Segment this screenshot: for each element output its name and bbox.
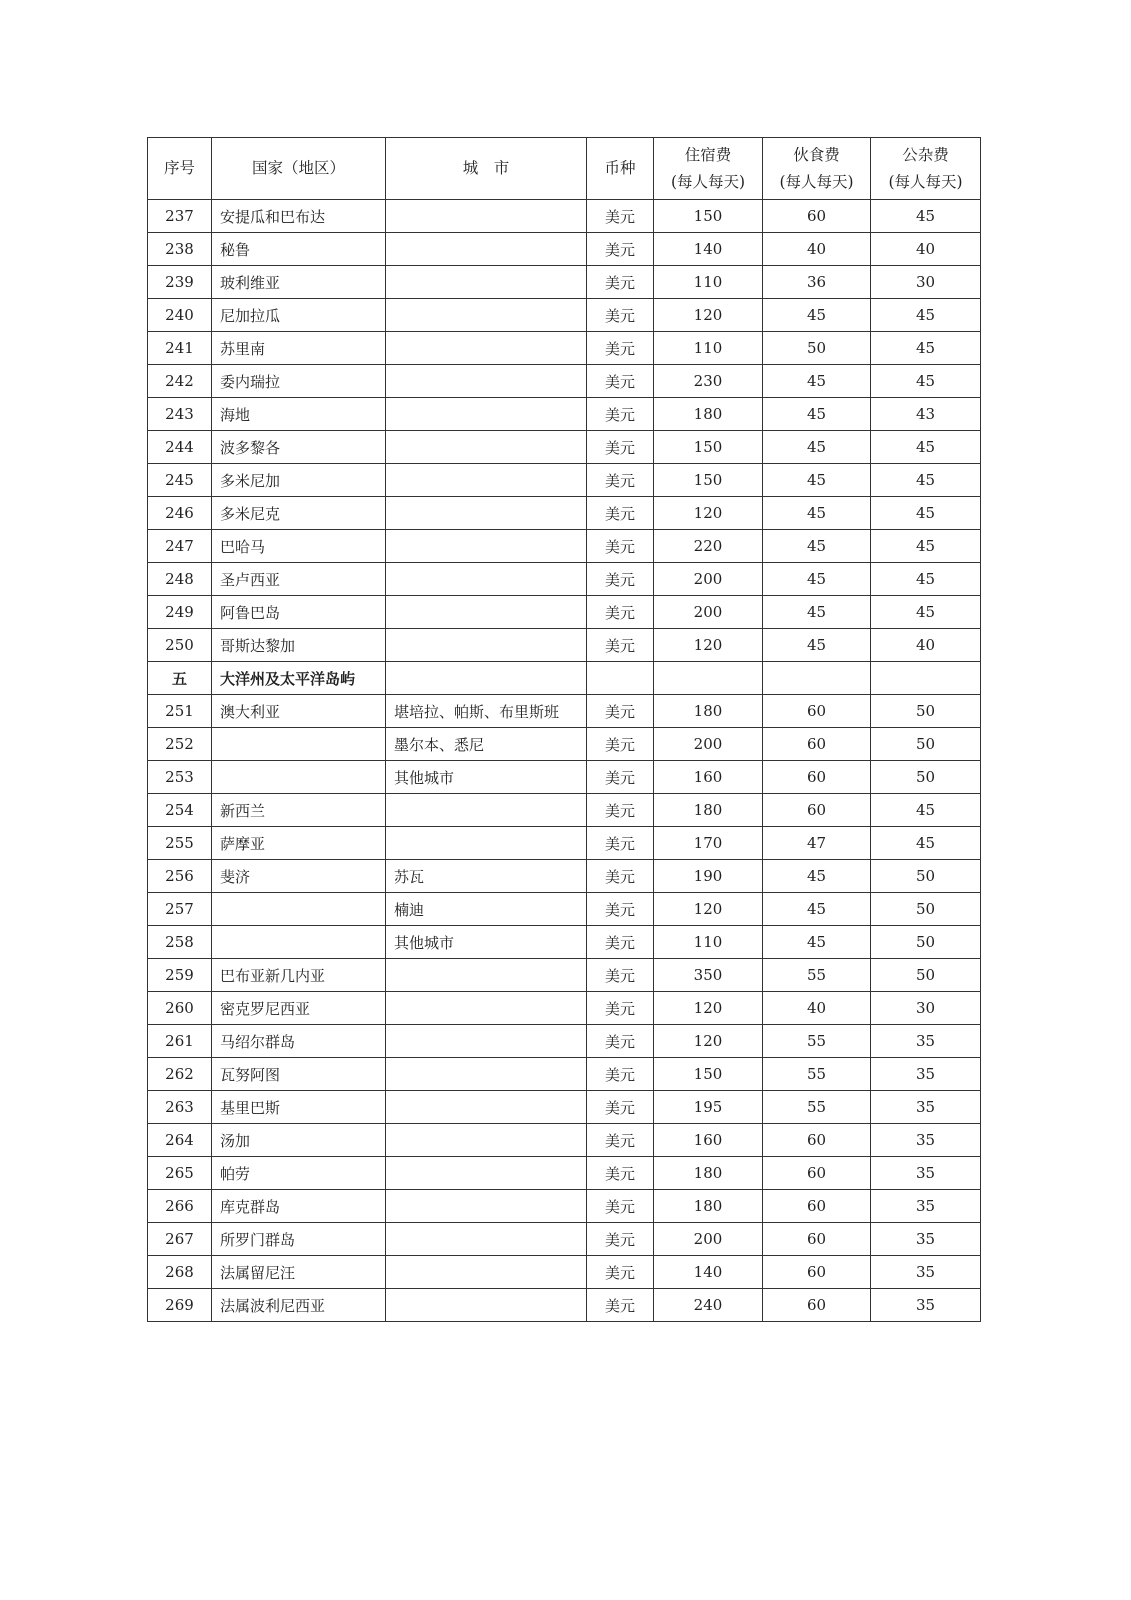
cell-no: 238 xyxy=(148,233,212,266)
cell-hotel: 140 xyxy=(654,233,763,266)
cell-no: 247 xyxy=(148,530,212,563)
cell-hotel: 150 xyxy=(654,1058,763,1091)
cell-country: 阿鲁巴岛 xyxy=(212,596,386,629)
cell-hotel: 120 xyxy=(654,893,763,926)
cell-country xyxy=(212,728,386,761)
cell-food: 45 xyxy=(763,596,871,629)
cell-hotel: 350 xyxy=(654,959,763,992)
cell-misc: 30 xyxy=(871,992,981,1025)
table-row xyxy=(148,1124,981,1157)
cell-country: 法属留尼汪 xyxy=(212,1256,386,1289)
cell-hotel: 180 xyxy=(654,1157,763,1190)
table-row xyxy=(148,563,981,596)
cell-country: 巴布亚新几内亚 xyxy=(212,959,386,992)
cell-currency: 美元 xyxy=(587,959,654,992)
table-row xyxy=(148,761,981,794)
cell-city xyxy=(386,431,587,464)
cell-country: 海地 xyxy=(212,398,386,431)
cell-no: 241 xyxy=(148,332,212,365)
cell-country: 尼加拉瓜 xyxy=(212,299,386,332)
cell-misc: 35 xyxy=(871,1157,981,1190)
table-row xyxy=(148,1223,981,1256)
table-header-row xyxy=(148,138,981,200)
cell-misc: 50 xyxy=(871,728,981,761)
cell-country: 法属波利尼西亚 xyxy=(212,1289,386,1322)
cell-currency: 美元 xyxy=(587,761,654,794)
cell-hotel: 120 xyxy=(654,299,763,332)
table-row xyxy=(148,200,981,233)
cell-currency: 美元 xyxy=(587,794,654,827)
cell-country: 秘鲁 xyxy=(212,233,386,266)
table-row xyxy=(148,398,981,431)
cell-country: 瓦努阿图 xyxy=(212,1058,386,1091)
cell-hotel: 180 xyxy=(654,794,763,827)
cell-food: 60 xyxy=(763,695,871,728)
cell-food: 47 xyxy=(763,827,871,860)
cell-currency: 美元 xyxy=(587,992,654,1025)
cell-hotel: 110 xyxy=(654,266,763,299)
cell-misc: 35 xyxy=(871,1058,981,1091)
cell-hotel: 170 xyxy=(654,827,763,860)
cell-no: 239 xyxy=(148,266,212,299)
table-row xyxy=(148,365,981,398)
cell-country: 帕劳 xyxy=(212,1157,386,1190)
cell-no: 266 xyxy=(148,1190,212,1223)
cell-hotel xyxy=(654,662,763,695)
cell-food xyxy=(763,662,871,695)
section-row xyxy=(148,662,981,695)
cell-misc: 43 xyxy=(871,398,981,431)
cell-food: 55 xyxy=(763,1091,871,1124)
cell-city: 其他城市 xyxy=(386,761,587,794)
cell-country: 汤加 xyxy=(212,1124,386,1157)
cell-city xyxy=(386,1124,587,1157)
cell-hotel: 150 xyxy=(654,464,763,497)
cell-currency: 美元 xyxy=(587,1124,654,1157)
cell-hotel: 180 xyxy=(654,1190,763,1223)
cell-country: 波多黎各 xyxy=(212,431,386,464)
table-row xyxy=(148,431,981,464)
cell-no: 246 xyxy=(148,497,212,530)
cell-city xyxy=(386,563,587,596)
cell-country: 哥斯达黎加 xyxy=(212,629,386,662)
cell-currency: 美元 xyxy=(587,1223,654,1256)
header-misc-label: 公杂费 xyxy=(902,145,949,164)
cell-city xyxy=(386,299,587,332)
cell-country xyxy=(212,761,386,794)
cell-no: 263 xyxy=(148,1091,212,1124)
cell-city xyxy=(386,992,587,1025)
cell-food: 60 xyxy=(763,1190,871,1223)
cell-currency: 美元 xyxy=(587,1058,654,1091)
cell-misc: 50 xyxy=(871,860,981,893)
cell-city: 堪培拉、帕斯、布里斯班 xyxy=(386,695,587,728)
cell-no: 262 xyxy=(148,1058,212,1091)
cell-misc: 50 xyxy=(871,761,981,794)
cell-food: 55 xyxy=(763,1025,871,1058)
table-row xyxy=(148,1190,981,1223)
cell-hotel: 120 xyxy=(654,629,763,662)
cell-food: 45 xyxy=(763,530,871,563)
cell-hotel: 180 xyxy=(654,398,763,431)
cell-misc: 35 xyxy=(871,1256,981,1289)
cell-hotel: 160 xyxy=(654,1124,763,1157)
cell-hotel: 200 xyxy=(654,728,763,761)
cell-country: 多米尼加 xyxy=(212,464,386,497)
cell-currency: 美元 xyxy=(587,398,654,431)
table-row xyxy=(148,728,981,761)
cell-food: 60 xyxy=(763,1223,871,1256)
cell-currency: 美元 xyxy=(587,827,654,860)
cell-food: 50 xyxy=(763,332,871,365)
cell-country: 新西兰 xyxy=(212,794,386,827)
cell-misc: 45 xyxy=(871,200,981,233)
table-row xyxy=(148,695,981,728)
cell-hotel: 180 xyxy=(654,695,763,728)
table-row xyxy=(148,893,981,926)
cell-city xyxy=(386,794,587,827)
cell-currency: 美元 xyxy=(587,266,654,299)
cell-hotel: 200 xyxy=(654,563,763,596)
cell-currency: 美元 xyxy=(587,860,654,893)
cell-food: 45 xyxy=(763,860,871,893)
table-row xyxy=(148,794,981,827)
cell-no: 243 xyxy=(148,398,212,431)
cell-country: 澳大利亚 xyxy=(212,695,386,728)
cell-currency xyxy=(587,662,654,695)
cell-country: 苏里南 xyxy=(212,332,386,365)
table-row xyxy=(148,1025,981,1058)
cell-misc: 50 xyxy=(871,959,981,992)
table-row xyxy=(148,1256,981,1289)
cell-food: 45 xyxy=(763,464,871,497)
cell-no: 245 xyxy=(148,464,212,497)
cell-no: 265 xyxy=(148,1157,212,1190)
cell-currency: 美元 xyxy=(587,1190,654,1223)
cell-hotel: 120 xyxy=(654,497,763,530)
cell-no: 259 xyxy=(148,959,212,992)
cell-no: 248 xyxy=(148,563,212,596)
header-food-label: 伙食费 xyxy=(793,145,840,164)
cell-misc: 45 xyxy=(871,794,981,827)
cell-food: 60 xyxy=(763,1124,871,1157)
cell-food: 45 xyxy=(763,563,871,596)
cell-currency: 美元 xyxy=(587,1091,654,1124)
cell-currency: 美元 xyxy=(587,464,654,497)
cell-misc: 35 xyxy=(871,1091,981,1124)
cell-food: 45 xyxy=(763,926,871,959)
cell-city xyxy=(386,629,587,662)
cell-no: 252 xyxy=(148,728,212,761)
cell-food: 60 xyxy=(763,1157,871,1190)
cell-currency: 美元 xyxy=(587,497,654,530)
cell-city xyxy=(386,464,587,497)
cell-city xyxy=(386,596,587,629)
table-row xyxy=(148,332,981,365)
cell-currency: 美元 xyxy=(587,1025,654,1058)
cell-misc: 45 xyxy=(871,596,981,629)
table-row xyxy=(148,464,981,497)
cell-city xyxy=(386,1058,587,1091)
cell-currency: 美元 xyxy=(587,1157,654,1190)
cell-misc: 40 xyxy=(871,233,981,266)
header-country: 国家（地区） xyxy=(212,138,386,200)
header-hotel-label: 住宿费 xyxy=(684,145,732,164)
cell-city: 楠迪 xyxy=(386,893,587,926)
table-row xyxy=(148,1091,981,1124)
cell-city xyxy=(386,365,587,398)
cell-city xyxy=(386,827,587,860)
cell-currency: 美元 xyxy=(587,365,654,398)
header-currency: 币种 xyxy=(587,138,654,200)
table-row xyxy=(148,1289,981,1322)
table-row xyxy=(148,596,981,629)
cell-food: 60 xyxy=(763,1256,871,1289)
table-row xyxy=(148,233,981,266)
cell-food: 60 xyxy=(763,761,871,794)
cell-misc: 45 xyxy=(871,530,981,563)
cell-country: 马绍尔群岛 xyxy=(212,1025,386,1058)
cell-currency: 美元 xyxy=(587,332,654,365)
expense-standard-table xyxy=(147,137,981,1322)
cell-country: 斐济 xyxy=(212,860,386,893)
cell-city xyxy=(386,1190,587,1223)
cell-hotel: 150 xyxy=(654,431,763,464)
cell-country: 所罗门群岛 xyxy=(212,1223,386,1256)
cell-city xyxy=(386,1289,587,1322)
cell-misc: 45 xyxy=(871,827,981,860)
cell-misc: 45 xyxy=(871,365,981,398)
table-row xyxy=(148,266,981,299)
cell-currency: 美元 xyxy=(587,728,654,761)
cell-country: 萨摩亚 xyxy=(212,827,386,860)
cell-no: 260 xyxy=(148,992,212,1025)
cell-no: 240 xyxy=(148,299,212,332)
cell-food: 45 xyxy=(763,629,871,662)
cell-misc: 35 xyxy=(871,1289,981,1322)
cell-hotel: 230 xyxy=(654,365,763,398)
cell-food: 45 xyxy=(763,431,871,464)
table-row xyxy=(148,860,981,893)
cell-no: 253 xyxy=(148,761,212,794)
cell-no: 267 xyxy=(148,1223,212,1256)
cell-city: 苏瓦 xyxy=(386,860,587,893)
cell-misc: 35 xyxy=(871,1025,981,1058)
cell-misc: 45 xyxy=(871,299,981,332)
cell-no: 237 xyxy=(148,200,212,233)
cell-city xyxy=(386,233,587,266)
cell-currency: 美元 xyxy=(587,200,654,233)
cell-no: 257 xyxy=(148,893,212,926)
cell-misc: 35 xyxy=(871,1124,981,1157)
cell-food: 45 xyxy=(763,497,871,530)
cell-food: 60 xyxy=(763,1289,871,1322)
cell-currency: 美元 xyxy=(587,926,654,959)
cell-hotel: 200 xyxy=(654,596,763,629)
cell-food: 40 xyxy=(763,233,871,266)
cell-country: 玻利维亚 xyxy=(212,266,386,299)
cell-misc: 45 xyxy=(871,332,981,365)
cell-no: 244 xyxy=(148,431,212,464)
cell-country: 巴哈马 xyxy=(212,530,386,563)
cell-city xyxy=(386,959,587,992)
cell-no: 256 xyxy=(148,860,212,893)
cell-country: 大洋州及太平洋岛屿 xyxy=(212,662,386,695)
cell-food: 45 xyxy=(763,365,871,398)
cell-hotel: 110 xyxy=(654,926,763,959)
cell-no: 251 xyxy=(148,695,212,728)
cell-misc xyxy=(871,662,981,695)
cell-no: 258 xyxy=(148,926,212,959)
cell-hotel: 150 xyxy=(654,200,763,233)
cell-city xyxy=(386,1157,587,1190)
cell-currency: 美元 xyxy=(587,596,654,629)
cell-no: 249 xyxy=(148,596,212,629)
cell-misc: 40 xyxy=(871,629,981,662)
cell-city xyxy=(386,398,587,431)
cell-hotel: 160 xyxy=(654,761,763,794)
cell-misc: 45 xyxy=(871,563,981,596)
cell-city xyxy=(386,530,587,563)
cell-hotel: 140 xyxy=(654,1256,763,1289)
cell-no: 269 xyxy=(148,1289,212,1322)
cell-currency: 美元 xyxy=(587,629,654,662)
header-hotel-unit: (每人每天) xyxy=(670,172,746,191)
cell-hotel: 200 xyxy=(654,1223,763,1256)
cell-currency: 美元 xyxy=(587,299,654,332)
header-misc-unit: (每人每天) xyxy=(888,172,963,191)
cell-hotel: 195 xyxy=(654,1091,763,1124)
cell-hotel: 240 xyxy=(654,1289,763,1322)
cell-food: 45 xyxy=(763,299,871,332)
cell-city xyxy=(386,266,587,299)
cell-city xyxy=(386,1091,587,1124)
cell-no: 264 xyxy=(148,1124,212,1157)
table-body xyxy=(148,200,981,1322)
cell-food: 36 xyxy=(763,266,871,299)
cell-food: 55 xyxy=(763,959,871,992)
cell-misc: 50 xyxy=(871,926,981,959)
cell-food: 45 xyxy=(763,398,871,431)
cell-country: 基里巴斯 xyxy=(212,1091,386,1124)
cell-currency: 美元 xyxy=(587,530,654,563)
cell-no: 261 xyxy=(148,1025,212,1058)
table-row xyxy=(148,497,981,530)
cell-city xyxy=(386,497,587,530)
cell-currency: 美元 xyxy=(587,1256,654,1289)
cell-misc: 45 xyxy=(871,497,981,530)
cell-city xyxy=(386,332,587,365)
cell-misc: 30 xyxy=(871,266,981,299)
cell-food: 60 xyxy=(763,794,871,827)
cell-hotel: 190 xyxy=(654,860,763,893)
cell-no: 250 xyxy=(148,629,212,662)
cell-currency: 美元 xyxy=(587,695,654,728)
cell-country: 圣卢西亚 xyxy=(212,563,386,596)
cell-currency: 美元 xyxy=(587,233,654,266)
header-food xyxy=(763,138,871,200)
cell-misc: 35 xyxy=(871,1223,981,1256)
cell-country xyxy=(212,926,386,959)
header-city: 城 市 xyxy=(386,138,587,200)
cell-city: 其他城市 xyxy=(386,926,587,959)
table-row xyxy=(148,1157,981,1190)
header-food-unit: (每人每天) xyxy=(779,172,854,191)
cell-country: 密克罗尼西亚 xyxy=(212,992,386,1025)
table-row xyxy=(148,992,981,1025)
cell-city xyxy=(386,662,587,695)
cell-country: 委内瑞拉 xyxy=(212,365,386,398)
cell-misc: 35 xyxy=(871,1190,981,1223)
cell-no: 254 xyxy=(148,794,212,827)
cell-city xyxy=(386,1256,587,1289)
table-row xyxy=(148,827,981,860)
cell-city: 墨尔本、悉尼 xyxy=(386,728,587,761)
cell-food: 60 xyxy=(763,728,871,761)
cell-currency: 美元 xyxy=(587,563,654,596)
cell-food: 40 xyxy=(763,992,871,1025)
cell-country: 库克群岛 xyxy=(212,1190,386,1223)
table-row xyxy=(148,299,981,332)
cell-hotel: 220 xyxy=(654,530,763,563)
cell-country: 多米尼克 xyxy=(212,497,386,530)
cell-no: 268 xyxy=(148,1256,212,1289)
cell-misc: 45 xyxy=(871,431,981,464)
cell-misc: 50 xyxy=(871,695,981,728)
cell-no: 242 xyxy=(148,365,212,398)
cell-food: 55 xyxy=(763,1058,871,1091)
cell-currency: 美元 xyxy=(587,431,654,464)
cell-country xyxy=(212,893,386,926)
table-row xyxy=(148,926,981,959)
cell-food: 60 xyxy=(763,200,871,233)
table-row xyxy=(148,530,981,563)
header-no: 序号 xyxy=(148,138,212,200)
cell-food: 45 xyxy=(763,893,871,926)
cell-currency: 美元 xyxy=(587,893,654,926)
table-row xyxy=(148,629,981,662)
header-hotel xyxy=(654,138,763,200)
cell-no: 255 xyxy=(148,827,212,860)
cell-city xyxy=(386,200,587,233)
table-row xyxy=(148,959,981,992)
cell-city xyxy=(386,1025,587,1058)
cell-city xyxy=(386,1223,587,1256)
table-row xyxy=(148,1058,981,1091)
cell-no: 五 xyxy=(148,662,212,695)
cell-hotel: 120 xyxy=(654,1025,763,1058)
cell-hotel: 120 xyxy=(654,992,763,1025)
cell-misc: 45 xyxy=(871,464,981,497)
cell-hotel: 110 xyxy=(654,332,763,365)
cell-misc: 50 xyxy=(871,893,981,926)
header-misc xyxy=(871,138,981,200)
cell-currency: 美元 xyxy=(587,1289,654,1322)
cell-country: 安提瓜和巴布达 xyxy=(212,200,386,233)
